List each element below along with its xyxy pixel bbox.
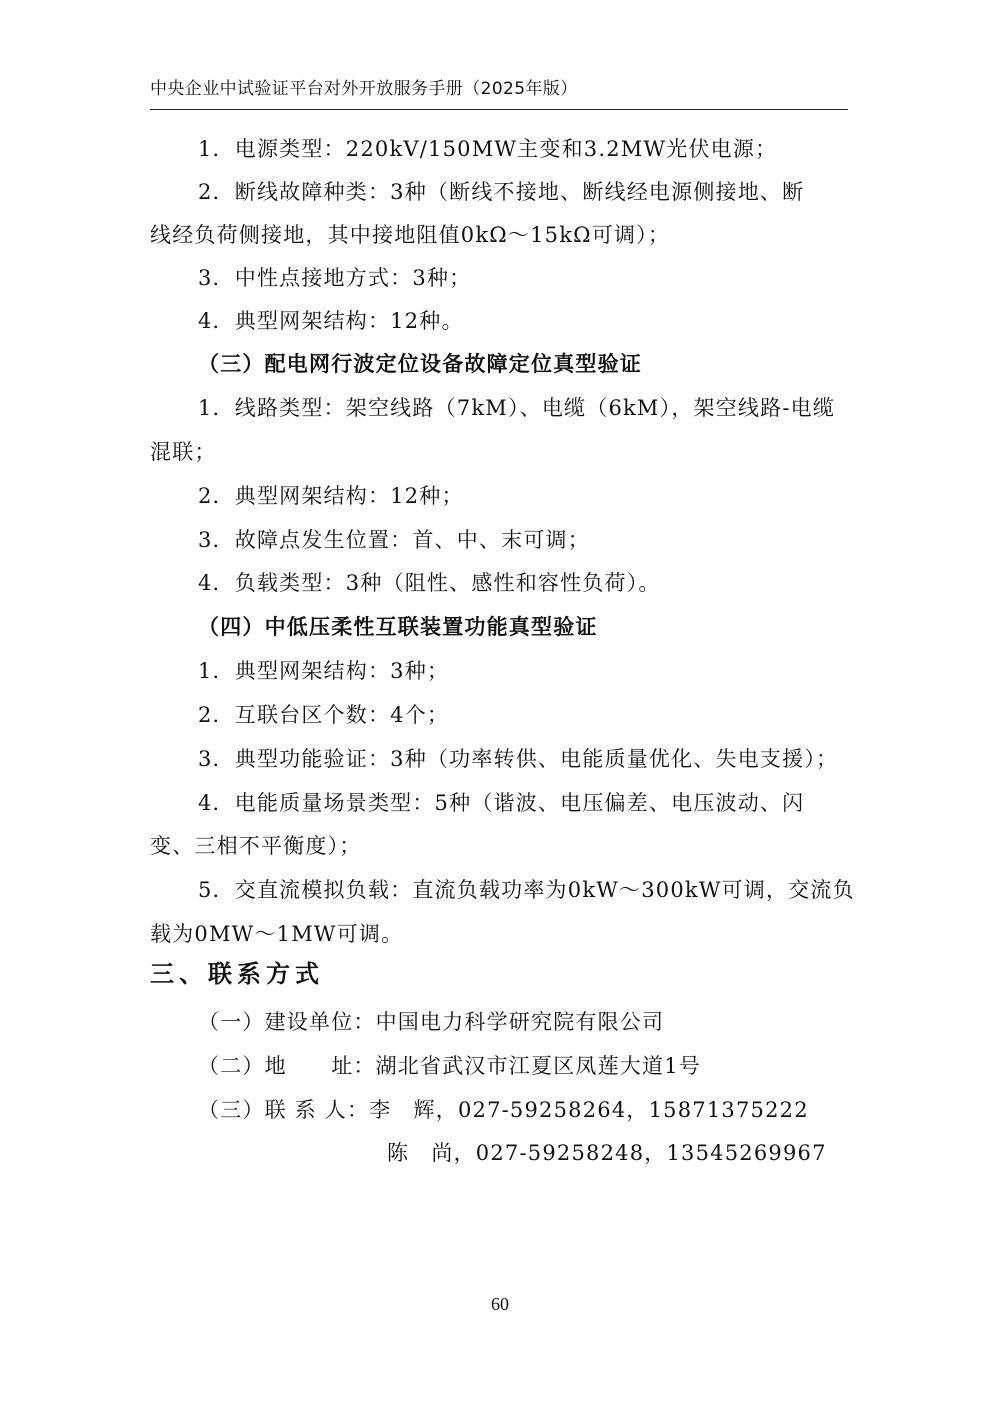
page-header-title: 中央企业中试验证平台对外开放服务手册（2025年版） — [150, 79, 578, 99]
contact-line: （三）联 系 人：李 辉，027-59258264，15871375222 — [198, 1098, 809, 1122]
body-line: 2．断线故障种类：3种（断线不接地、断线经电源侧接地、断 — [198, 180, 805, 204]
body-line: 混联； — [150, 440, 217, 464]
body-line: 2．典型网架结构：12种； — [198, 484, 464, 508]
subsection-heading: （四）中低压柔性互联装置功能真型验证 — [198, 614, 598, 639]
body-line: 3．故障点发生位置：首、中、末可调； — [198, 528, 590, 552]
contact-line: 陈 尚，027-59258248，13545269967 — [387, 1141, 827, 1165]
page-number: 60 — [491, 1294, 509, 1314]
section-heading-contact: 三、联系方式 — [150, 960, 324, 988]
header-divider — [150, 109, 848, 110]
body-line: 5．交直流模拟负载：直流负载功率为0kW～300kW可调，交流负 — [198, 878, 855, 902]
body-line: 2．互联台区个数：4个； — [198, 703, 450, 727]
body-line: 载为0MW～1MW可调。 — [150, 922, 404, 946]
contact-line: （一）建设单位：中国电力科学研究院有限公司 — [198, 1010, 665, 1034]
body-line: 1．典型网架结构：3种； — [198, 659, 450, 683]
body-line: 4．电能质量场景类型：5种（谐波、电压偏差、电压波动、闪 — [198, 791, 805, 815]
body-line: 线经负荷侧接地，其中接地阻值0kΩ～15kΩ可调）； — [150, 223, 671, 247]
subsection-heading: （三）配电网行波定位设备故障定位真型验证 — [198, 351, 642, 376]
body-line: 3．中性点接地方式：3种； — [198, 266, 472, 290]
body-line: 3．典型功能验证：3种（功率转供、电能质量优化、失电支援）； — [198, 747, 839, 771]
body-line: 4．负载类型：3种（阻性、感性和容性负荷）。 — [198, 571, 661, 595]
body-line: 1．电源类型：220kV/150MW主变和3.2MW光伏电源； — [198, 137, 778, 161]
body-line: 4．典型网架结构：12种。 — [198, 309, 464, 333]
contact-line: （二）地 址：湖北省武汉市江夏区凤莲大道1号 — [198, 1054, 701, 1078]
body-line: 变、三相不平衡度）； — [150, 834, 362, 858]
body-line: 1．线路类型：架空线路（7kM）、电缆（6kM），架空线路-电缆 — [198, 396, 836, 420]
